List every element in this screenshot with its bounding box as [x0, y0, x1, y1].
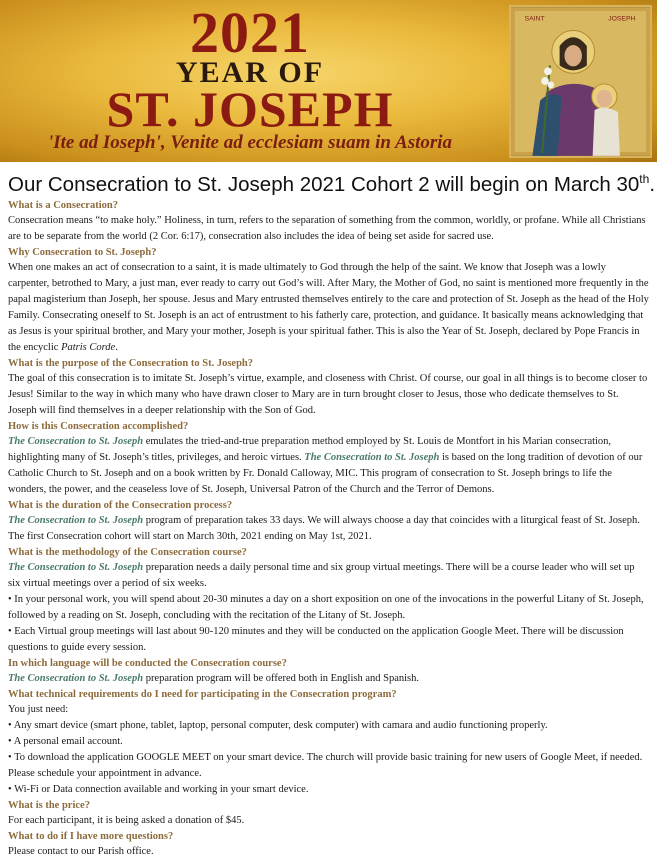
question-methodology: What is the methodology of the Consecration course? — [8, 546, 247, 558]
question-how-accomplished: How is this Consecration accomplished? — [8, 420, 189, 432]
answer-purpose: The goal of this consecration is to imitate St. Joseph’s virtue, example, and closeness with Christ. Of course, our goal in all things is to become closer to Jesus! Similar to the way in which many who have drawn closer to Mary are in turn brought closer to Jesus, those who dedicate themselves to St. Joseph will find themselves in a deeper relationship with the Son of God. — [8, 372, 648, 416]
answer-language: The Consecration to St. Joseph preparation program will be offered both in English and Spanish. — [8, 672, 420, 684]
answer-why-consecration: When one makes an act of consecration to a saint, it is made ultimately to God through the help of the saint. We know that Joseph was a lowly carpenter, betrothed to Mary, a just man, ever ready to carry out God’s will. After Mary, the Mother of God, no saint is mentioned more frequently in the papal magisterium than Joseph, her spouse. Jesus and Mary entrusted themselves entirely to the care and protection of St. Joseph as the head of the Holy Family. Consecrating oneself to St. Joseph is an act of entrustment to his fatherly care, protection, and guidance. It basically means acknowledging that as Jesus is your spiritual brother, and Mary your mother, Joseph is your spiritual father. This is also the Year of St. Joseph, declared by Pope Francis in the encyclic Patris Corde. — [8, 261, 649, 353]
answer-more-questions: Please contact to our Parish office. — [8, 845, 154, 857]
question-why-consecration: Why Consecration to St. Joseph? — [8, 246, 157, 258]
requirement-email: • A personal email account. — [8, 735, 123, 747]
st-joseph-icon-image — [509, 5, 652, 158]
banner-year-of: YEAR OF — [175, 56, 325, 89]
requirement-device: • Any smart device (smart phone, tablet, laptop, personal computer, desk computer) with camara and audio functioning properly. — [8, 719, 548, 731]
question-more-questions: What to do if I have more questions? — [8, 830, 174, 842]
answer-how-accomplished: The Consecration to St. Joseph emulates the tried-and-true preparation method employed by St. Louis de Montfort in his Marian consecration, highlighting many of St. Joseph’s titles, privileges, and heroic virtues. The Consecration to St. Joseph is based on the long tradition of devotion of our Catholic Church to St. Joseph and on a book written by Fr. Donald Calloway, MIC. This program of consecration to St. Joseph brings to life the wonders, the power, and the ceaseless love of St. Joseph, Universal Patron of the Church and the Terror of Demons. — [8, 435, 643, 495]
requirement-google-meet: • To download the application GOOGLE MEET on your smart device. The church will provide basic training for new users of Google Meet, if needed. Please schedule your appointment in advance. — [8, 751, 643, 779]
icon-label-joseph: JOSEPH — [608, 15, 636, 23]
question-price: What is the price? — [8, 799, 90, 811]
banner-year: 2021 — [190, 0, 310, 65]
question-technical-requirements: What technical requirements do I need for participating in the Consecration program? — [8, 688, 397, 700]
banner-saint-title: ST. JOSEPH — [106, 81, 394, 137]
answer-duration: The Consecration to St. Joseph program of preparation takes 33 days. We will always choose a day that coincides with a liturgical feast of St. Joseph. The first Consecration cohort will start on March 30th, 2021 ending on May 1st, 2021. — [8, 514, 640, 542]
requirement-connection: • Wi-Fi or Data connection available and working in your smart device. — [8, 783, 309, 795]
banner-motto: 'Ite ad Ioseph', Venite ad ecclesiam suam in Astoria — [47, 132, 453, 153]
header-banner — [0, 0, 657, 162]
answer-what-is-consecration: Consecration means “to make holy.” Holiness, in turn, refers to the separation of something from the common, worldly, or profane. While all Christians are to be separate from the world (2 Cor. 6:17), consecration also includes the idea of being set aside for sacred use. — [8, 214, 646, 242]
page-headline: Our Consecration to St. Joseph 2021 Cohort 2 will begin on March 30th. — [8, 172, 656, 196]
methodology-bullet-group: • Each Virtual group meetings will last about 90-120 minutes and they will be conducted on the application Google Meet. There will be discussion questions to guide every session. — [8, 625, 624, 653]
icon-label-saint: SAINT — [524, 15, 545, 23]
answer-methodology: The Consecration to St. Joseph preparation needs a daily personal time and six group virtual meetings. There will be a course leader who will set up six virtual meetings over a period of six weeks. — [8, 561, 635, 589]
question-what-is-consecration: What is a Consecration? — [8, 199, 118, 211]
methodology-bullet-personal: • In your personal work, you will spend about 20-30 minutes a day on a short exposition on one of the invocations in the powerful Litany of St. Joseph, followed by a reading on St. Joseph, concluding with the recitation of the Litany of St. Joseph. — [8, 593, 644, 621]
question-language: In which language will be conducted the Consecration course? — [8, 657, 287, 669]
requirements-intro: You just need: — [8, 703, 69, 715]
question-purpose: What is the purpose of the Consecration to St. Joseph? — [8, 357, 254, 369]
answer-price: For each participant, it is being asked a donation of $45. — [8, 814, 245, 826]
article-body — [0, 166, 657, 860]
question-duration: What is the duration of the Consecration process? — [8, 499, 233, 511]
